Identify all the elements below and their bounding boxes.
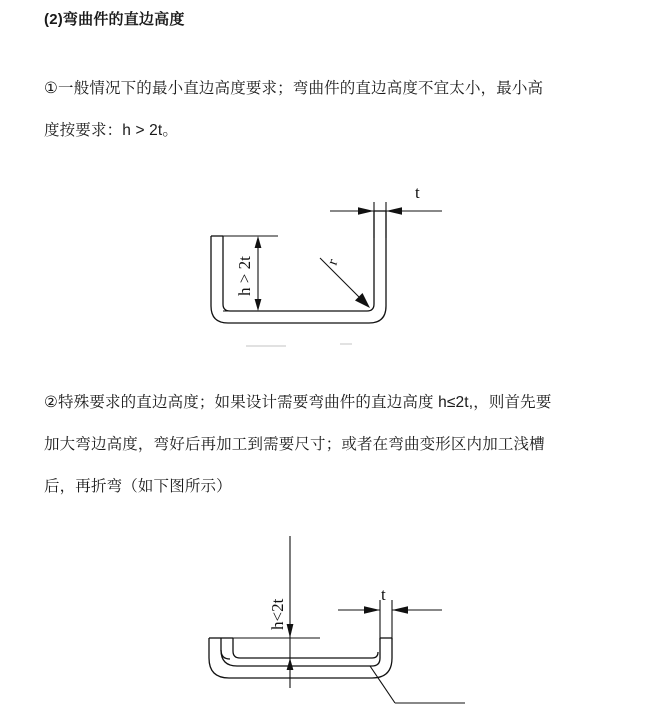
figure-two-height-label: h<2t (268, 598, 287, 630)
figure-two-shallow-groove-diagram (180, 518, 470, 713)
paragraph-two-line-1: ②特殊要求的直边高度；如果设计需要弯曲件的直边高度 h≤2t,，则首先要 (44, 394, 552, 411)
page-heading: (2)弯曲件的直边高度 (44, 11, 185, 28)
paragraph-two-line-2: 加大弯边高度，弯好后再加工到需要尺寸；或者在弯曲变形区内加工浅槽 (44, 436, 545, 453)
paragraph-one-line-2: 度按要求：h > 2t。 (44, 122, 179, 139)
paragraph-one-line-1: ①一般情况下的最小直边高度要求；弯曲件的直边高度不宜太小，最小高 (44, 80, 544, 97)
figure-one-radius-label: r (324, 257, 342, 268)
figure-one-bend-height-diagram (180, 178, 470, 363)
figure-two-thickness-label: t (381, 585, 386, 604)
paragraph-one (44, 68, 624, 152)
paragraph-two (44, 382, 624, 508)
figure-one-height-label: h > 2t (235, 256, 254, 296)
paragraph-two-line-3: 后，再折弯（如下图所示） (44, 478, 232, 495)
figure-one-thickness-label: t (415, 183, 420, 202)
